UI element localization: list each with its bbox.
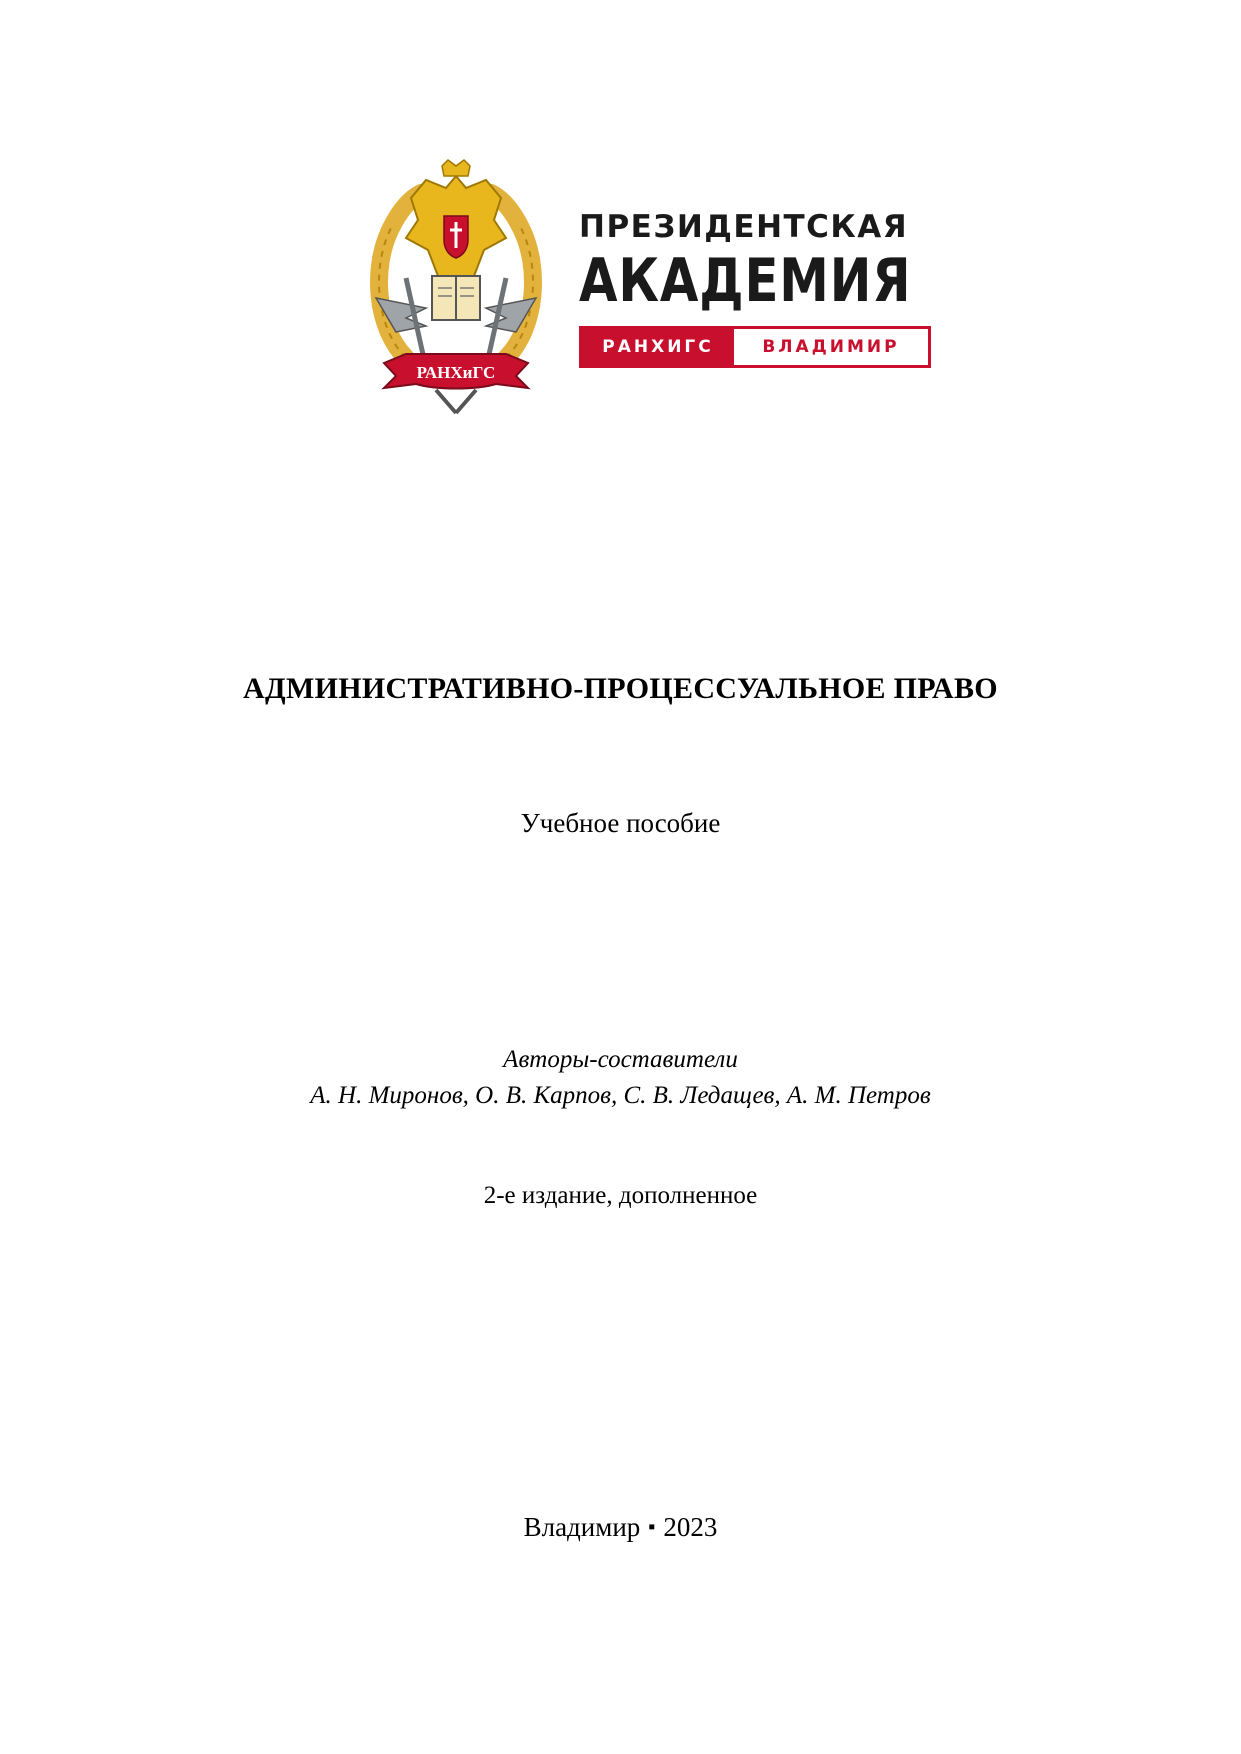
publication-city: Владимир <box>523 1512 641 1542</box>
authors-names: А. Н. Миронов, О. В. Карпов, С. В. Ледащев, А. М. Петров <box>310 1082 931 1109</box>
book-subtitle: Учебное пособие <box>520 808 721 838</box>
ranepa-emblem-icon <box>366 158 546 420</box>
brand-tag-bar <box>579 326 931 368</box>
brand-tag-city: ВЛАДИМИР <box>762 337 900 357</box>
edition-info: 2-е издание, дополненное <box>483 1182 758 1209</box>
brand-tag-ranepa: РАНХИГС <box>582 329 734 365</box>
authors-label: Авторы-составители <box>503 1046 738 1073</box>
brand-line-1: ПРЕЗИДЕНТСКАЯ <box>579 209 909 245</box>
publication-year: 2023 <box>663 1512 718 1542</box>
publication-place-year <box>0 1512 1241 1543</box>
academy-logo <box>366 158 936 420</box>
brand-wordmark <box>579 210 939 368</box>
separator-square: ▪ <box>648 1516 656 1538</box>
book-title: АДМИНИСТРАТИВНО-ПРОЦЕССУАЛЬНОЕ ПРАВО <box>243 672 998 705</box>
emblem-ribbon-text: РАНХиГС <box>416 363 496 382</box>
brand-line-2: АКАДЕМИЯ <box>579 246 912 316</box>
